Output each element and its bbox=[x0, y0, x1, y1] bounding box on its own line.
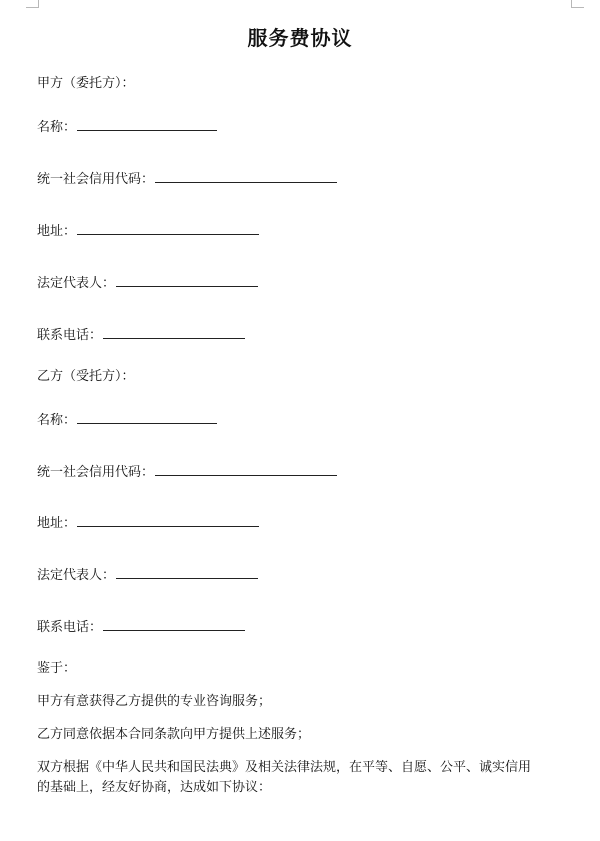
party-b-credit-code-row bbox=[37, 463, 337, 482]
party-b-heading: 乙方（受托方）： bbox=[37, 369, 135, 384]
party-a-phone-label: 联系电话： bbox=[37, 328, 103, 343]
party-a-address-label: 地址： bbox=[37, 224, 77, 239]
party-b-phone-label: 联系电话： bbox=[37, 620, 103, 635]
crop-mark-top-right bbox=[571, 0, 584, 8]
party-b-address-label: 地址： bbox=[37, 516, 77, 531]
party-b-address-row bbox=[37, 514, 259, 533]
party-a-phone-row bbox=[37, 326, 245, 345]
party-b-phone-blank[interactable] bbox=[103, 618, 245, 631]
recital-item-2: 乙方同意依据本合同条款向甲方提供上述服务； bbox=[37, 727, 311, 742]
party-b-representative-blank[interactable] bbox=[116, 566, 258, 579]
agreement-conclusion: 双方根据《中华人民共和国民法典》及相关法律法规，在平等、自愿、公平、诚实信用的基础上，经友好协商，达成如下协议： bbox=[37, 760, 532, 795]
party-a-representative-row bbox=[37, 274, 258, 293]
party-a-credit-code-blank[interactable] bbox=[155, 170, 337, 183]
party-b-name-row bbox=[37, 411, 217, 430]
party-a-name-label: 名称： bbox=[37, 120, 77, 135]
party-b-name-blank[interactable] bbox=[77, 411, 217, 424]
recital-item-1: 甲方有意获得乙方提供的专业咨询服务； bbox=[37, 694, 272, 709]
party-a-credit-code-row bbox=[37, 170, 337, 189]
party-a-credit-code-label: 统一社会信用代码： bbox=[37, 172, 155, 187]
party-a-name-blank[interactable] bbox=[77, 118, 217, 131]
party-b-name-label: 名称： bbox=[37, 413, 77, 428]
recitals-intro: 鉴于： bbox=[37, 661, 77, 676]
party-a-address-row bbox=[37, 222, 259, 241]
party-a-representative-label: 法定代表人： bbox=[37, 276, 116, 291]
party-a-phone-blank[interactable] bbox=[103, 326, 245, 339]
party-b-credit-code-label: 统一社会信用代码： bbox=[37, 465, 155, 480]
party-b-representative-row bbox=[37, 566, 258, 585]
party-a-address-blank[interactable] bbox=[77, 222, 259, 235]
party-a-heading: 甲方（委托方）： bbox=[37, 76, 135, 91]
party-b-credit-code-blank[interactable] bbox=[155, 463, 337, 476]
document-title: 服务费协议 bbox=[247, 26, 353, 50]
party-b-phone-row bbox=[37, 618, 245, 637]
crop-mark-top-left bbox=[26, 0, 39, 8]
party-b-address-blank[interactable] bbox=[77, 514, 259, 527]
party-a-name-row bbox=[37, 118, 217, 137]
party-b-representative-label: 法定代表人： bbox=[37, 568, 116, 583]
party-a-representative-blank[interactable] bbox=[116, 274, 258, 287]
